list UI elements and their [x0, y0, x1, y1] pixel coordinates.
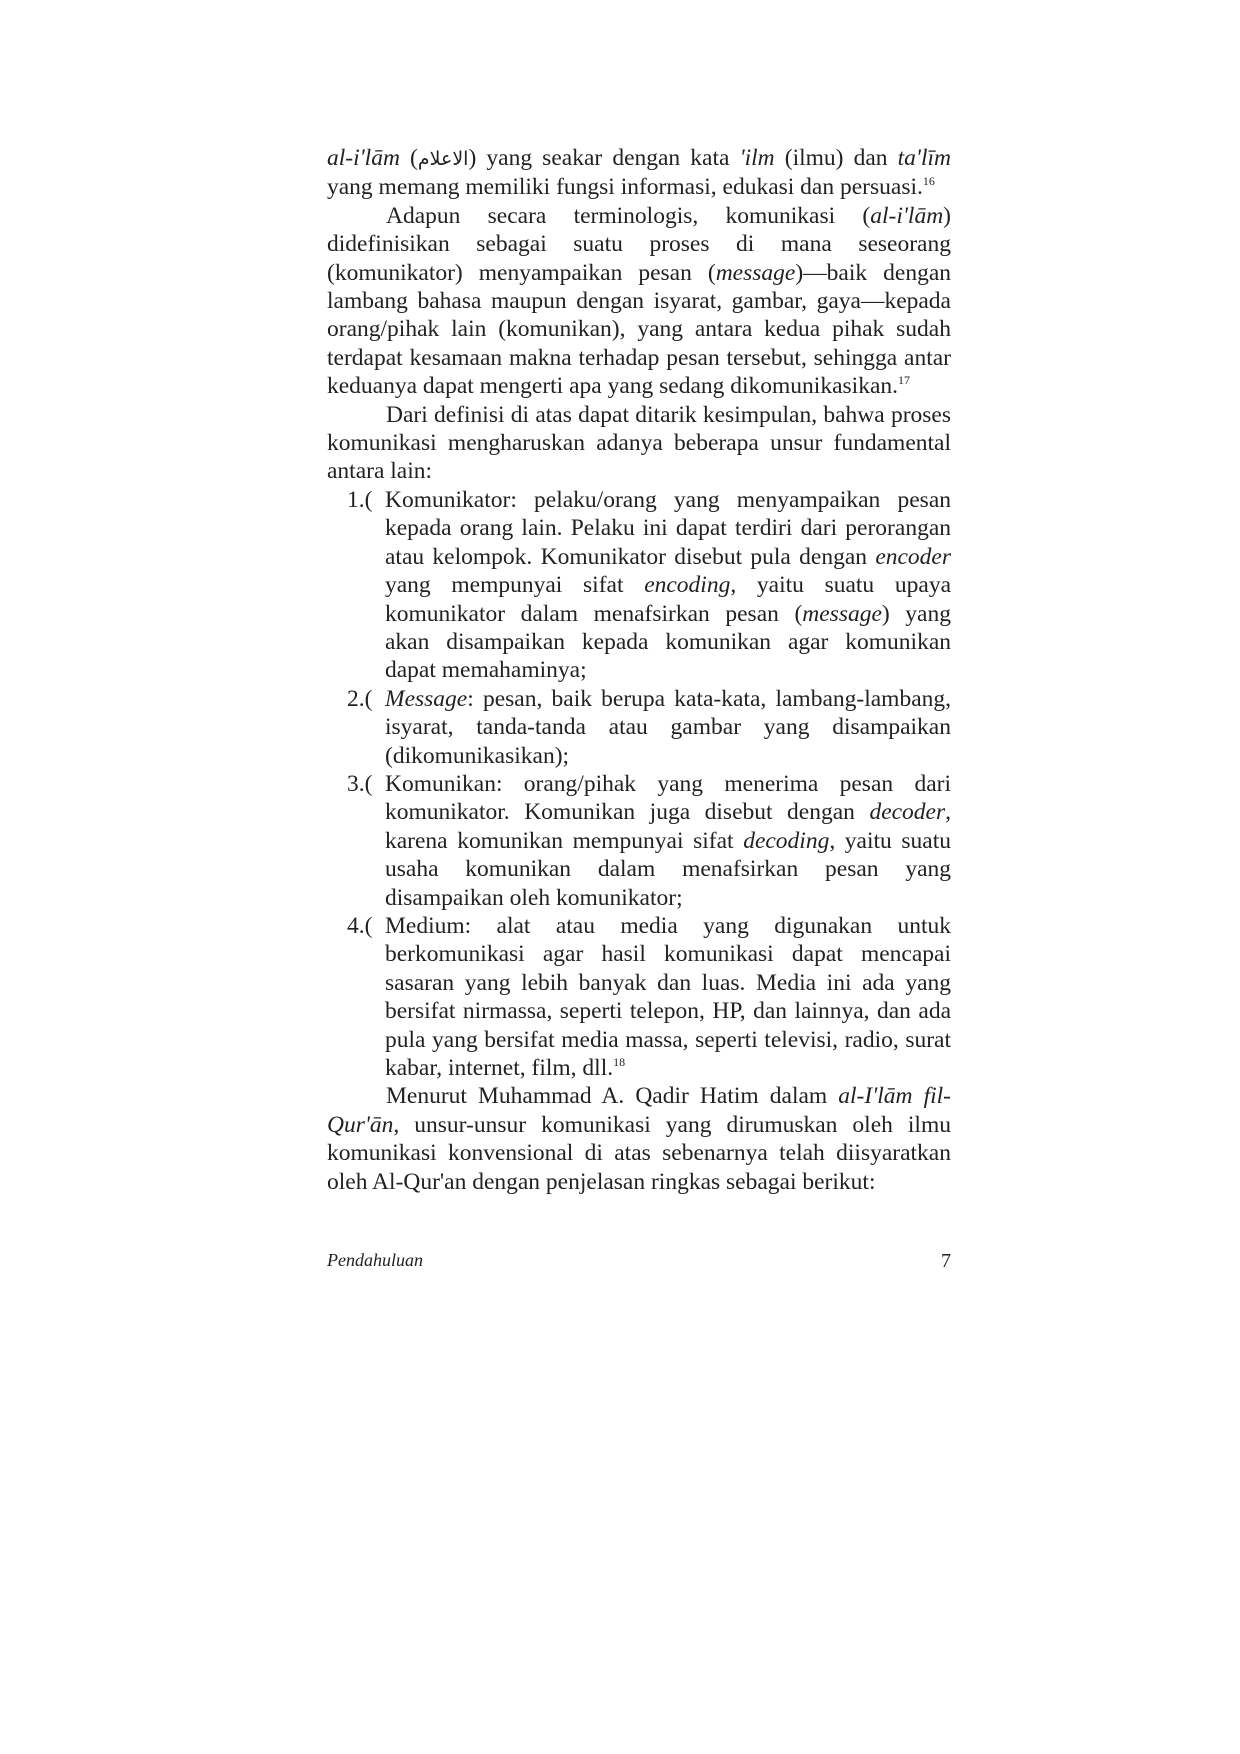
term-talim: ta'līm	[897, 145, 951, 171]
paragraph-3: Dari definisi di atas dapat ditarik kesimpulan, bahwa proses komunikasi mengharuskan adanya beberapa unsur fundamental antara lain:	[327, 401, 951, 485]
term-al-ilam: al-i'lām	[327, 145, 400, 171]
term-al-ilam: al-i'lām	[870, 202, 944, 229]
footnote-ref-16[interactable]: 16	[922, 174, 935, 189]
book-title: al-I'lām fil-Qur'ān	[327, 1083, 951, 1138]
page-body	[327, 144, 951, 1196]
footnote-ref-17[interactable]: 17	[898, 373, 910, 388]
list-item-communicator: 1.( Komunikator: pelaku/orang yang menyampaikan pesan kepada orang lain. Pelaku ini dapat terdiri dari perorangan atau kelompok. Komunikator disebut pula dengan encoder yang mempunyai sifat encoding, yaitu suatu upaya komunikator dalam menafsirkan pesan (message) yang akan disampaikan kepada komunikan agar komunikan dapat memahaminya;	[347, 486, 951, 684]
paragraph-1: al-i'lām (الاعلام) yang seakar dengan kata 'ilm (ilmu) dan ta'līm yang memang memiliki fungsi informasi, edukasi dan persuasi.$^{16}$	[327, 145, 951, 201]
list-number: 1.(	[347, 486, 373, 513]
page-number: 7	[941, 1250, 951, 1272]
element-list	[327, 486, 951, 1083]
list-number: 3.(	[347, 770, 373, 797]
term-decoding: decoding	[743, 827, 830, 854]
list-number: 4.(	[347, 912, 373, 939]
term-message: message	[715, 259, 796, 286]
arabic-term: الاعلام	[417, 148, 469, 170]
running-footer-chapter: Pendahuluan	[327, 1250, 423, 1270]
term-ilm: 'ilm	[739, 145, 775, 171]
term-encoder: encoder	[875, 543, 951, 570]
page-footer	[327, 1250, 951, 1274]
paragraph-4: Menurut Muhammad A. Qadir Hatim dalam al-I'lām fil-Qur'ān, unsur-unsur komunikasi yang dirumuskan oleh ilmu komunikasi konvensional di atas sebenarnya telah diisyaratkan oleh Al-Qur'an dengan penjelasan ringkas sebagai berikut:	[327, 1083, 951, 1195]
term-message: Message	[385, 685, 468, 712]
term-message: message	[802, 600, 882, 627]
paragraph-2: Adapun secara terminologis, komunikasi (al-i'lām) didefinisikan sebagai suatu proses di mana seseorang (komunikator) menyampaikan pesan (message)—baik dengan lambang bahasa maupun dengan isyarat, gambar, gaya—kepada orang/pihak lain (komunikan), yang antara kedua pihak sudah terdapat kesamaan makna terhadap pesan tersebut, sehingga antar keduanya dapat mengerti apa yang sedang dikomunikasikan.$^{17}$	[327, 202, 951, 400]
list-number: 2.(	[347, 685, 373, 712]
term-encoding: encoding	[644, 572, 731, 599]
list-item-communicant: 3.( Komunikan: orang/pihak yang menerima pesan dari komunikator. Komunikan juga disebut dengan decoder, karena komunikan mempunyai sifat decoding, yaitu suatu usaha komunikan dalam menafsirkan pesan yang disampaikan oleh komunikator;	[347, 770, 952, 911]
footnote-ref-18[interactable]: 18	[613, 1055, 626, 1070]
list-item-message: 2.( Message: pesan, baik berupa kata-kata, lambang-lambang, isyarat, tanda-tanda atau gambar yang disampaikan (dikomunikasikan);	[347, 685, 951, 769]
list-item-medium: 4.( Medium: alat atau media yang digunakan untuk berkomunikasi agar hasil komunikasi dapat mencapai sasaran yang lebih banyak dan luas. Media ini ada yang bersifat nirmassa, seperti telepon, HP, dan lainnya, dan ada pula yang bersifat media massa, seperti televisi, radio, surat kabar, internet, film, dll.$^{18}$	[347, 912, 951, 1081]
term-decoder: decoder	[869, 799, 946, 826]
